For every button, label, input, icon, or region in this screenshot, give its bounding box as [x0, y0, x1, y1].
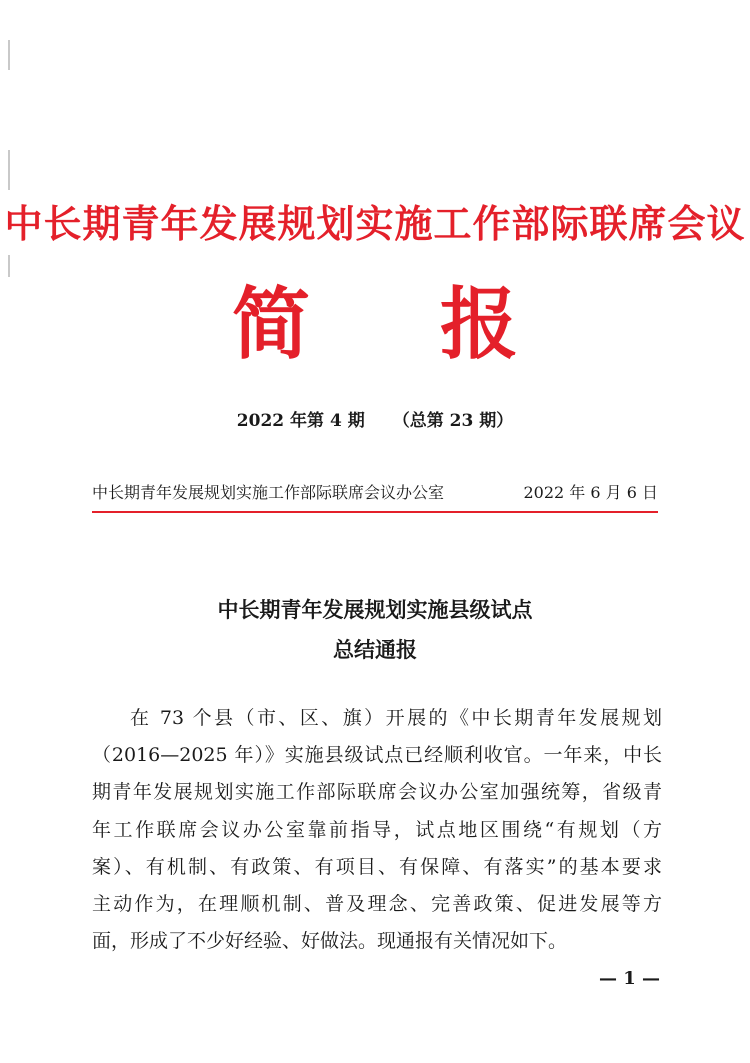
bulletin-name	[0, 280, 750, 370]
body-line: （2016—2025 年）》实施县级试点已经顺利收官。一年来，中长	[92, 744, 662, 767]
scan-edge-mark	[8, 40, 10, 70]
bulletin-name-char: 简	[232, 279, 311, 370]
article-body	[92, 700, 662, 960]
body-line: 主动作为，在理顺机制、普及理念、完善政策、促进发展等方	[92, 892, 662, 915]
scan-edge-mark	[8, 255, 10, 277]
body-line: 面，形成了不少好经验、好做法。现通报有关情况如下。	[92, 930, 568, 953]
year-issue: 2022 年第 4 期	[236, 411, 365, 431]
body-line: 年工作联席会议办公室靠前指导，试点地区围绕“有规划（方	[92, 818, 662, 841]
issuer-line	[92, 480, 658, 506]
body-line: 案）、有机制、有政策、有项目、有保障、有落实”的基本要求	[92, 855, 662, 878]
page-number: — 1 —	[598, 968, 660, 989]
article-title-line: 总结通报	[333, 637, 417, 662]
article-title-line: 中长期青年发展规划实施县级试点	[217, 597, 533, 622]
bulletin-name-char: 报	[440, 279, 519, 370]
scan-edge-mark	[8, 150, 10, 190]
body-line: 在 73 个县（市、区、旗）开展的《中长期青年发展规划	[130, 707, 662, 729]
issue-date: 2022 年 6 月 6 日	[523, 483, 658, 502]
body-line: 期青年发展规划实施工作部际联席会议办公室加强统筹，省级青	[92, 781, 662, 804]
bulletin-header-title: 中长期青年发展规划实施工作部际联席会议	[4, 201, 746, 246]
article-title	[0, 590, 750, 670]
red-divider-rule	[92, 511, 658, 513]
issue-number-line	[0, 408, 750, 434]
issuing-office: 中长期青年发展规划实施工作部际联席会议办公室	[92, 483, 445, 502]
total-issue: （总第 23 期）	[392, 411, 514, 431]
